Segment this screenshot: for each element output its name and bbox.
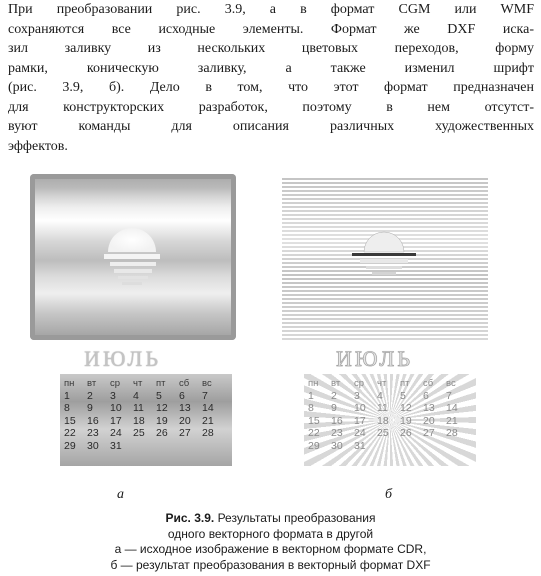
weekday: ср xyxy=(354,377,365,389)
paragraph-line-2: сохраняются все исходные элементы. Формат же DXF иска- xyxy=(8,21,534,37)
day: 20 xyxy=(423,414,435,427)
caption-line-4: б — результат преобразования в векторный формат DXF xyxy=(110,557,431,572)
paragraph-line-3: зил заливку из нескольких цветовых переходов, форму xyxy=(8,41,534,56)
day: 29 xyxy=(64,439,76,452)
day: 1 xyxy=(64,389,70,402)
weekday: вс xyxy=(202,377,212,389)
weekday: пн xyxy=(308,377,319,389)
sublabel-b: б xyxy=(385,487,393,502)
day: 28 xyxy=(446,427,458,440)
weekday: ср xyxy=(110,377,121,389)
day: 11 xyxy=(377,402,388,415)
day: 11 xyxy=(133,402,144,415)
calendar-grid-a xyxy=(60,374,232,466)
day: 17 xyxy=(110,414,122,427)
sublabel-a: а xyxy=(117,487,124,502)
weekday: сб xyxy=(423,377,434,389)
day: 8 xyxy=(308,402,314,415)
paragraph-line-5: (рис. 3.9, б). Дело в том, что этот формат предназначен xyxy=(8,80,534,95)
day: 15 xyxy=(308,414,320,427)
day: 26 xyxy=(156,427,168,440)
day: 7 xyxy=(446,389,452,402)
day: 21 xyxy=(446,414,458,427)
paragraph-line-8: эффектов. xyxy=(8,138,68,154)
day: 17 xyxy=(354,414,366,427)
paragraph-line-6: для конструкторских разработок, поэтому в нем отсутст- xyxy=(8,99,534,115)
figure-panel-a-image xyxy=(30,174,236,340)
paragraph-line-1: При преобразовании рис. 3.9, а в формат CGM или WMF xyxy=(8,2,534,17)
day: 5 xyxy=(156,389,162,402)
day: 2 xyxy=(331,389,337,402)
caption-line-3: а — исходное изображение в векторном формате CDR, xyxy=(114,542,427,556)
weekday: пт xyxy=(156,377,166,389)
day: 14 xyxy=(446,402,458,415)
weekday: пн xyxy=(64,377,75,389)
day: 24 xyxy=(110,427,122,440)
day: 13 xyxy=(179,402,191,415)
day: 16 xyxy=(87,414,99,427)
day: 27 xyxy=(179,427,191,440)
figure-panel-b-image xyxy=(282,176,488,340)
caption-line-2: одного векторного формата в другой xyxy=(167,526,374,541)
caption-title-text: Результаты преобразования xyxy=(214,511,376,525)
day: 27 xyxy=(423,427,435,440)
sun-reflection-icon xyxy=(30,174,236,340)
weekday: сб xyxy=(179,377,190,389)
weekday: чт xyxy=(377,377,387,389)
day: 22 xyxy=(64,427,76,440)
day: 25 xyxy=(377,427,389,440)
day: 29 xyxy=(308,439,320,452)
day: 22 xyxy=(308,427,320,440)
weekday: пт xyxy=(400,377,410,389)
day: 10 xyxy=(354,402,366,415)
month-title-a: ИЮЛЬ xyxy=(84,346,161,371)
sun-reflection-icon xyxy=(282,176,488,340)
day: 9 xyxy=(87,402,93,415)
day: 30 xyxy=(87,439,99,452)
weekday: вт xyxy=(331,377,341,389)
paragraph-line-7: вуют команды для описания различных художественных xyxy=(8,119,534,134)
figure-caption xyxy=(0,511,541,573)
day: 21 xyxy=(202,414,214,427)
day: 8 xyxy=(64,402,70,415)
day: 15 xyxy=(64,414,76,427)
caption-title xyxy=(0,511,541,527)
calendar-grid-b xyxy=(304,374,476,466)
body-paragraph xyxy=(8,0,534,156)
day: 24 xyxy=(354,427,366,440)
weekday: чт xyxy=(133,377,143,389)
day: 13 xyxy=(423,402,435,415)
day: 4 xyxy=(377,389,383,402)
day: 16 xyxy=(331,414,343,427)
day: 12 xyxy=(400,402,412,415)
day: 3 xyxy=(110,389,116,402)
day: 25 xyxy=(133,427,145,440)
day: 20 xyxy=(179,414,191,427)
day: 14 xyxy=(202,402,214,415)
month-title-b: ИЮЛЬ xyxy=(336,346,413,371)
day: 2 xyxy=(87,389,93,402)
day: 23 xyxy=(331,427,343,440)
weekday: вс xyxy=(446,377,456,389)
paragraph-line-4: рамки, коническую заливку, а также изменил шрифт xyxy=(8,60,534,76)
day: 4 xyxy=(133,389,139,402)
day: 30 xyxy=(331,439,343,452)
day: 10 xyxy=(110,402,122,415)
day: 26 xyxy=(400,427,412,440)
day: 1 xyxy=(308,389,314,402)
day: 6 xyxy=(423,389,429,402)
day: 5 xyxy=(400,389,406,402)
day: 31 xyxy=(354,439,366,452)
day: 19 xyxy=(156,414,168,427)
day: 12 xyxy=(156,402,168,415)
day: 3 xyxy=(354,389,360,402)
weekday: вт xyxy=(87,377,97,389)
day: 23 xyxy=(87,427,99,440)
day: 18 xyxy=(133,414,145,427)
caption-number: Рис. 3.9. xyxy=(165,511,215,525)
day: 9 xyxy=(331,402,337,415)
day: 18 xyxy=(377,414,389,427)
day: 19 xyxy=(400,414,412,427)
day: 31 xyxy=(110,439,122,452)
day: 6 xyxy=(179,389,185,402)
day: 7 xyxy=(202,389,208,402)
day: 28 xyxy=(202,427,214,440)
